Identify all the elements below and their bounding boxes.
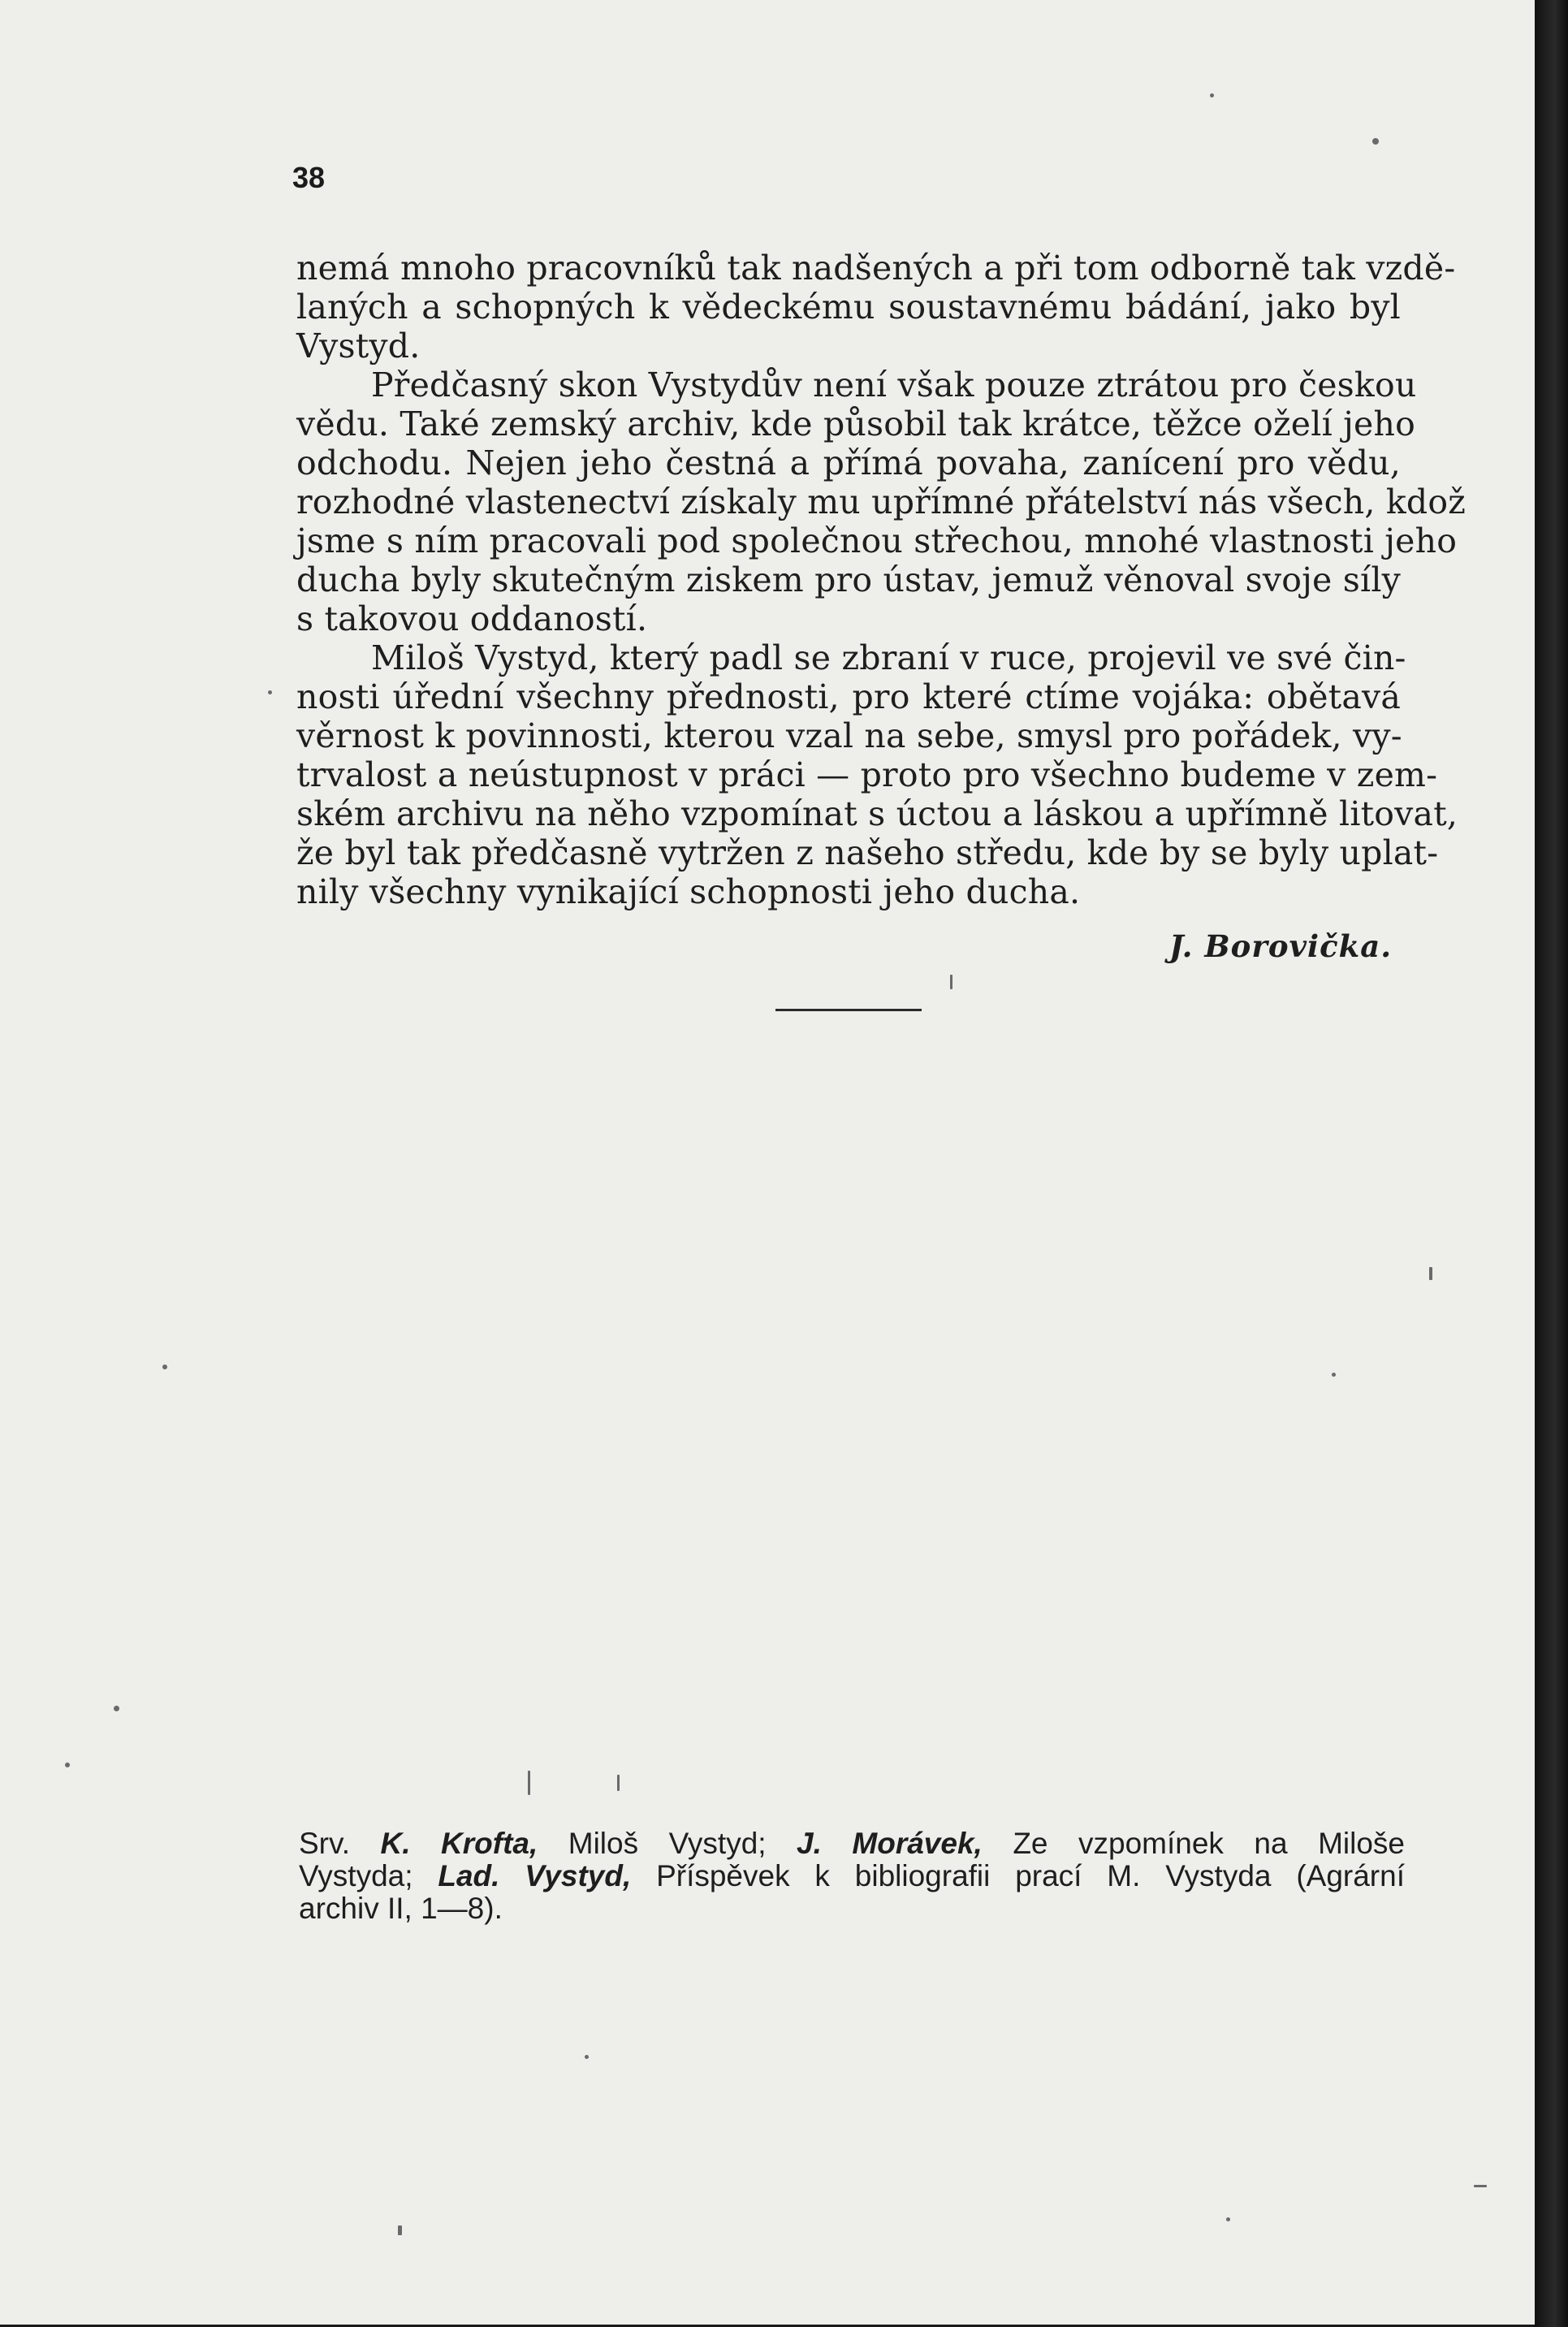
footnote-line: Vystyda; Lad. Vystyd, Příspěvek k bibliografii prací M. Vystyda (Agrární (299, 1859, 1405, 1892)
text-line: věrnost k povinnosti, kterou vzal na sebe, smysl pro pořádek, vy- (296, 716, 1402, 755)
text-line: ducha byly skutečným ziskem pro ústav, jemuž věnoval svoje síly (296, 560, 1401, 599)
scan-speck (398, 2225, 402, 2235)
scan-speck (65, 1763, 70, 1767)
obituary-text (296, 249, 1466, 911)
text-line: vědu. Také zemský archiv, kde působil tak krátce, těžce oželí jeho (296, 404, 1415, 443)
footnote (299, 1827, 1405, 1925)
text-line: nily všechny vynikající schopnosti jeho ducha. (296, 872, 1081, 911)
scan-speck (585, 2055, 589, 2059)
scan-speck (617, 1775, 620, 1791)
scan-speck (1226, 2217, 1230, 2221)
text-line: trvalost a neústupnost v práci — proto pro všechno budeme v zem- (296, 755, 1438, 794)
footnote-line: Srv. K. Krofta, Miloš Vystyd; J. Morávek, Ze vzpomínek na Miloše (299, 1827, 1405, 1860)
section-divider (775, 1009, 922, 1011)
text-line: laných a schopných k vědeckému soustavnému bádání, jako byl (296, 288, 1401, 327)
text-line: jsme s ním pracovali pod společnou střechou, mnohé vlastnosti jeho (296, 521, 1458, 560)
text-line: rozhodné vlastenectví získaly mu upřímné přátelství nás všech, kdož (296, 482, 1466, 521)
scan-speck (1372, 138, 1379, 145)
scanner-edge (1535, 0, 1568, 2327)
text-line: Předčasný skon Vystydův není však pouze ztrátou pro českou (371, 365, 1417, 404)
text-line: nosti úřední všechny přednosti, pro které ctíme vojáka: obětavá (296, 677, 1401, 716)
scan-speck (162, 1365, 167, 1369)
text-line: že byl tak předčasně vytržen z našeho středu, kde by se byly uplat- (296, 833, 1439, 872)
page-number: 38 (292, 161, 326, 194)
footnote-author: Lad. Vystyd, (438, 1859, 632, 1892)
scan-speck (1332, 1373, 1336, 1377)
scan-speck (1429, 1267, 1432, 1280)
footnote-author: J. Morávek, (797, 1827, 983, 1860)
scan-speck (950, 975, 952, 989)
scan-speck (528, 1771, 530, 1795)
scan-speck (268, 690, 272, 694)
text-line: Vystyd. (296, 327, 421, 365)
footnote-line: archiv II, 1—8). (299, 1892, 503, 1925)
scan-speck (1210, 93, 1214, 97)
text-line: ském archivu na něho vzpomínat s úctou a láskou a upřímně litovat, (296, 794, 1458, 833)
text-line: s takovou oddaností. (296, 599, 648, 638)
text-line: Miloš Vystyd, který padl se zbraní v ruce, projevil ve své čin- (371, 638, 1406, 677)
footnote-author: K. Krofta, (380, 1827, 538, 1860)
text-line: nemá mnoho pracovníků tak nadšených a při tom odborně tak vzdě- (296, 249, 1456, 288)
text-line: odchodu. Nejen jeho čestná a přímá povaha, zanícení pro vědu, (296, 443, 1401, 482)
author-signature: J. Borovička. (1169, 928, 1393, 964)
scan-speck (114, 1706, 119, 1711)
scan-speck (1474, 2185, 1487, 2187)
